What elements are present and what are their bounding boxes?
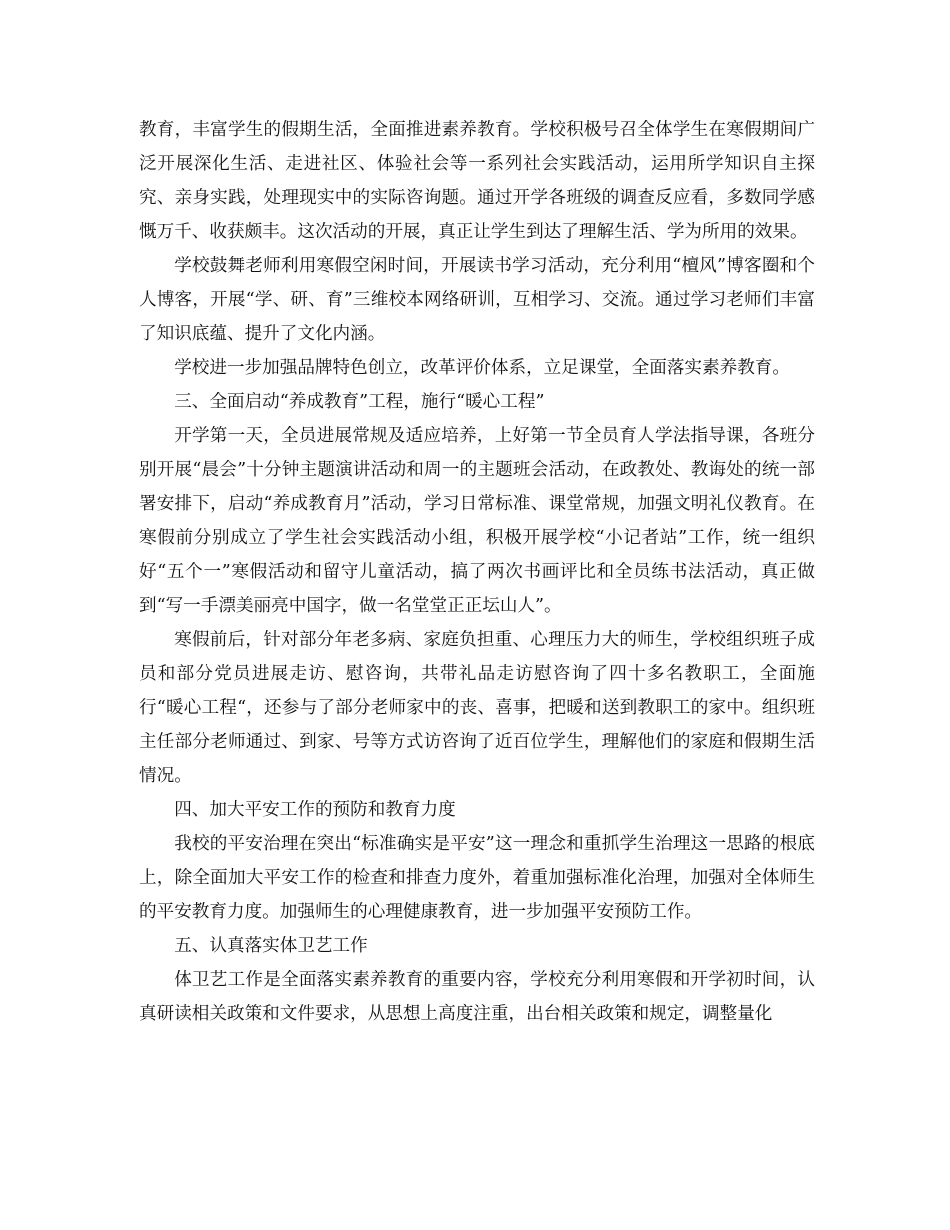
paragraph-reading-activity: 学校鼓舞老师利用寒假空闲时间，开展读书学习活动，充分利用“檀风”博客圈和个人博客，开展“学、研、育”三维校本网络研训，互相学习、交流。通过学习老师们丰富了知识底蕴、提升了文化内涵。 xyxy=(139,256,815,344)
paragraph-brand-feature: 学校进一步加强品牌特色创立，改革评价体系，立足课堂，全面落实素养教育。 xyxy=(174,358,790,378)
section-heading-four: 四、加大平安工作的预防和教育力度 xyxy=(174,800,456,820)
section-heading-five: 五、认真落实体卫艺工作 xyxy=(174,936,368,956)
paragraph-sports-health-arts: 体卫艺工作是全面落实素养教育的重要内容，学校充分利用寒假和开学初时间，认真研读相关政策和文件要求，从思想上高度注重，出台相关政策和规定，调整量化 xyxy=(139,970,815,1024)
paragraph-safety: 我校的平安治理在突出“标准确实是平安”这一理念和重抓学生治理这一思路的根底上，除全面加大平安工作的检查和排查力度外，着重加强标准化治理，加强对全体师生的平安教育力度。加强师生的心理健康教育，进一步加强平安预防工作。 xyxy=(139,834,815,922)
paragraph-first-day: 开学第一天，全员进展常规及适应培养，上好第一节全员育人学法指导课，各班分别开展“晨会”十分钟主题演讲活动和周一的主题班会活动，在政教处、教诲处的统一部署安排下，启动“养成教育月”活动，学习日常标准、课堂常规，加强文明礼仪教育。在寒假前分别成立了学生社会实践活动小组，积极开展学校“小记者站”工作，统一组织好“五个一”寒假活动和留守儿童活动，搞了两次书画评比和全员练书法活动，真正做到“写一手漂美丽亮中国字，做一名堂堂正正坛山人”。 xyxy=(139,426,815,616)
document-body xyxy=(139,113,815,1031)
section-heading-three: 三、全面启动“养成教育”工程，施行“暖心工程” xyxy=(174,392,545,412)
paragraph-continuation: 教育，丰富学生的假期生活，全面推进素养教育。学校积极号召全体学生在寒假期间广泛开展深化生活、走进社区、体验社会等一系列社会实践活动，运用所学知识自主探究、亲身实践，处理现实中的实际咨询题。通过开学各班级的调查反应看，多数同学感慨万千、收获颇丰。这次活动的开展，真正让学生到达了理解生活、学为所用的效果。 xyxy=(139,120,815,242)
paragraph-warm-heart: 寒假前后，针对部分年老多病、家庭负担重、心理压力大的师生，学校组织班子成员和部分党员进展走访、慰咨询，共带礼品走访慰咨询了四十多名教职工，全面施行“暖心工程“，还参与了部分老师家中的丧、喜事，把暖和送到教职工的家中。组织班主任部分老师通过、到家、号等方式访咨询了近百位学生，理解他们的家庭和假期生活情况。 xyxy=(139,630,815,786)
